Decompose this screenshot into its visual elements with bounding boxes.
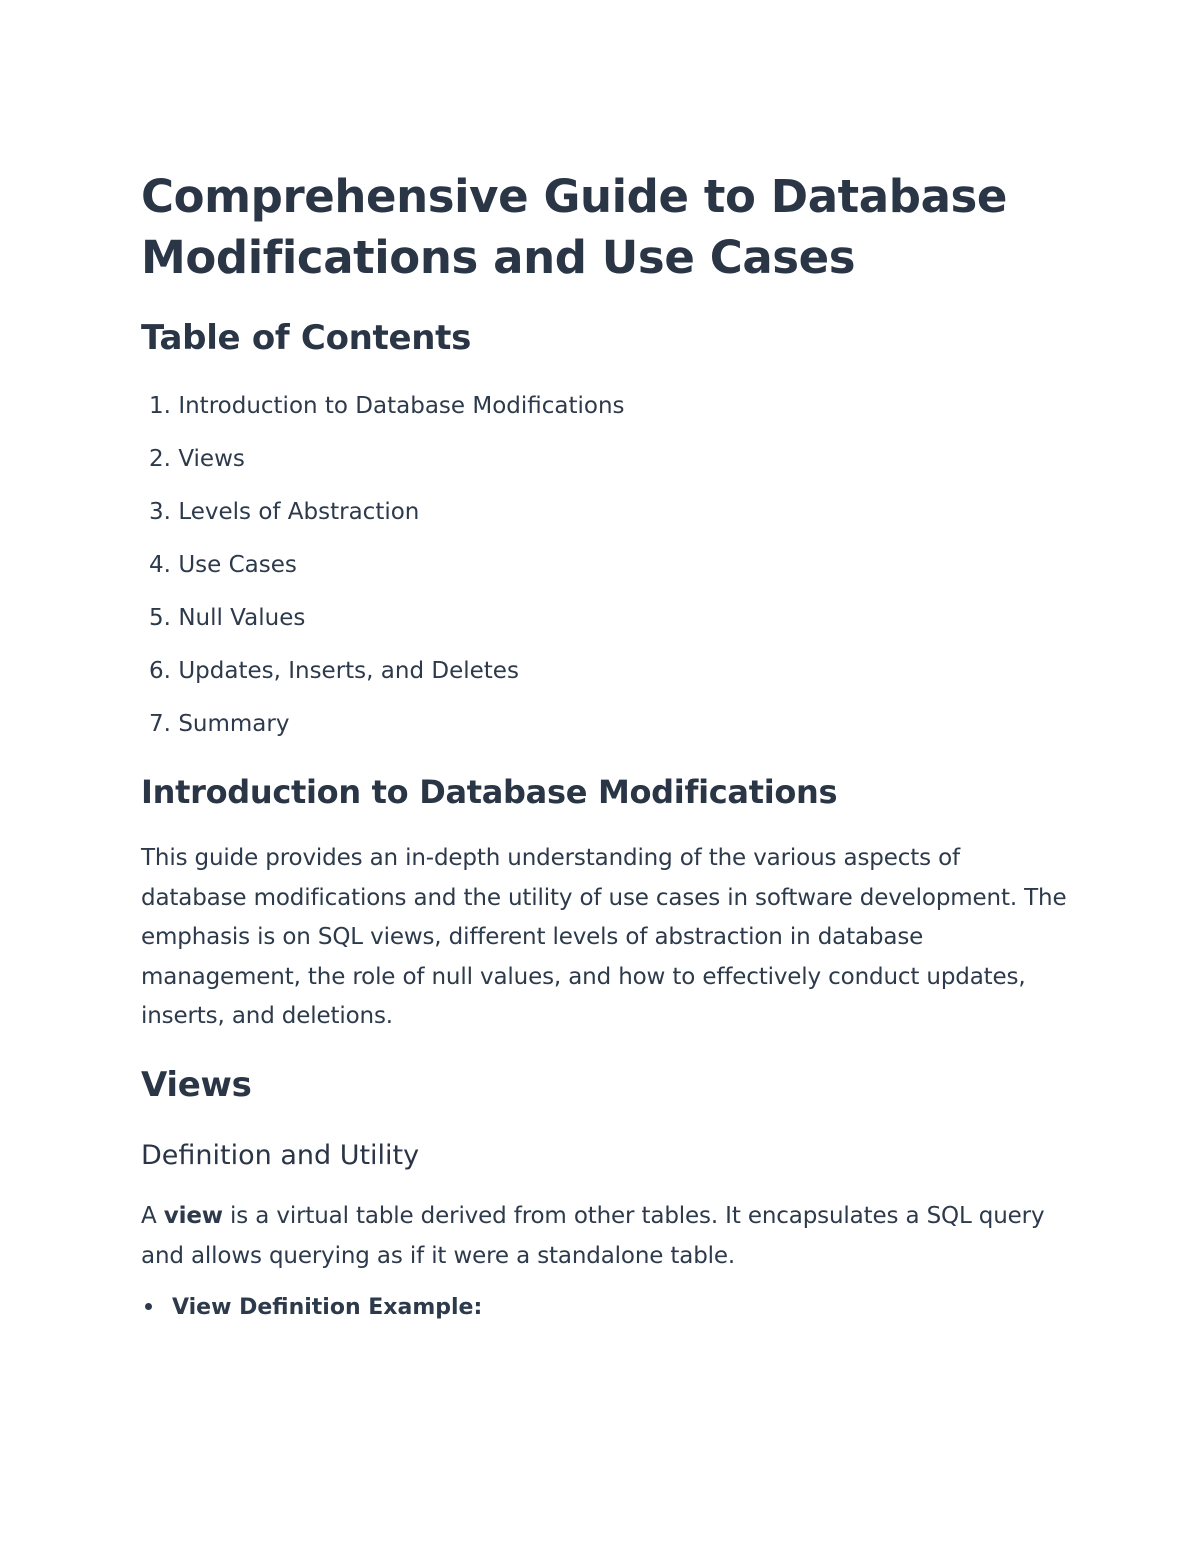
toc-item[interactable] [141,709,625,762]
toc-item-number: 6. [149,658,171,684]
views-subheading: Definition and Utility [141,1140,420,1171]
toc-item-label: Summary [178,711,290,737]
toc-item-label: Levels of Abstraction [178,499,420,525]
toc-item-number: 5. [149,605,171,631]
toc-item-number: 7. [149,711,171,737]
intro-paragraph: This guide provides an in-depth understanding of the various aspects of database modifications and the utility of use cases in software development. The emphasis is on SQL views, different levels of abstraction in database management, the role of null values, and how to effectively conduct updates, inserts, and deletions. [141,845,1067,1029]
view-definition-paragraph [141,1197,1071,1276]
list-item [141,1290,482,1326]
view-term: view [163,1203,223,1229]
toc-item-label: Introduction to Database Modifications [178,393,625,419]
toc-item[interactable] [141,391,625,444]
toc-item-number: 1. [149,393,171,419]
intro-heading: Introduction to Database Modifications [141,773,838,811]
toc-item[interactable] [141,444,625,497]
toc-item-label: Null Values [178,605,306,631]
document-title: Comprehensive Guide to Database Modifications and Use Cases [141,170,1008,284]
bullet-label: View Definition Example: [172,1295,483,1320]
toc-item-label: Updates, Inserts, and Deletes [178,658,519,684]
toc-item-label: Use Cases [178,552,297,578]
views-heading: Views [141,1065,252,1105]
views-bullet-list [141,1290,482,1326]
toc-item[interactable] [141,656,625,709]
toc-heading: Table of Contents [141,318,472,358]
toc-item-label: Views [178,446,245,472]
toc-list [141,391,625,762]
view-para-prefix: A [141,1203,164,1229]
toc-item[interactable] [141,550,625,603]
toc-item-number: 4. [149,552,171,578]
toc-item[interactable] [141,603,625,656]
toc-item-number: 3. [149,499,171,525]
toc-item[interactable] [141,497,625,550]
view-para-suffix: is a virtual table derived from other tables. It encapsulates a SQL query and allows querying as if it were a standalone table. [141,1203,1045,1269]
toc-item-number: 2. [149,446,171,472]
bullet-icon [145,1303,152,1310]
